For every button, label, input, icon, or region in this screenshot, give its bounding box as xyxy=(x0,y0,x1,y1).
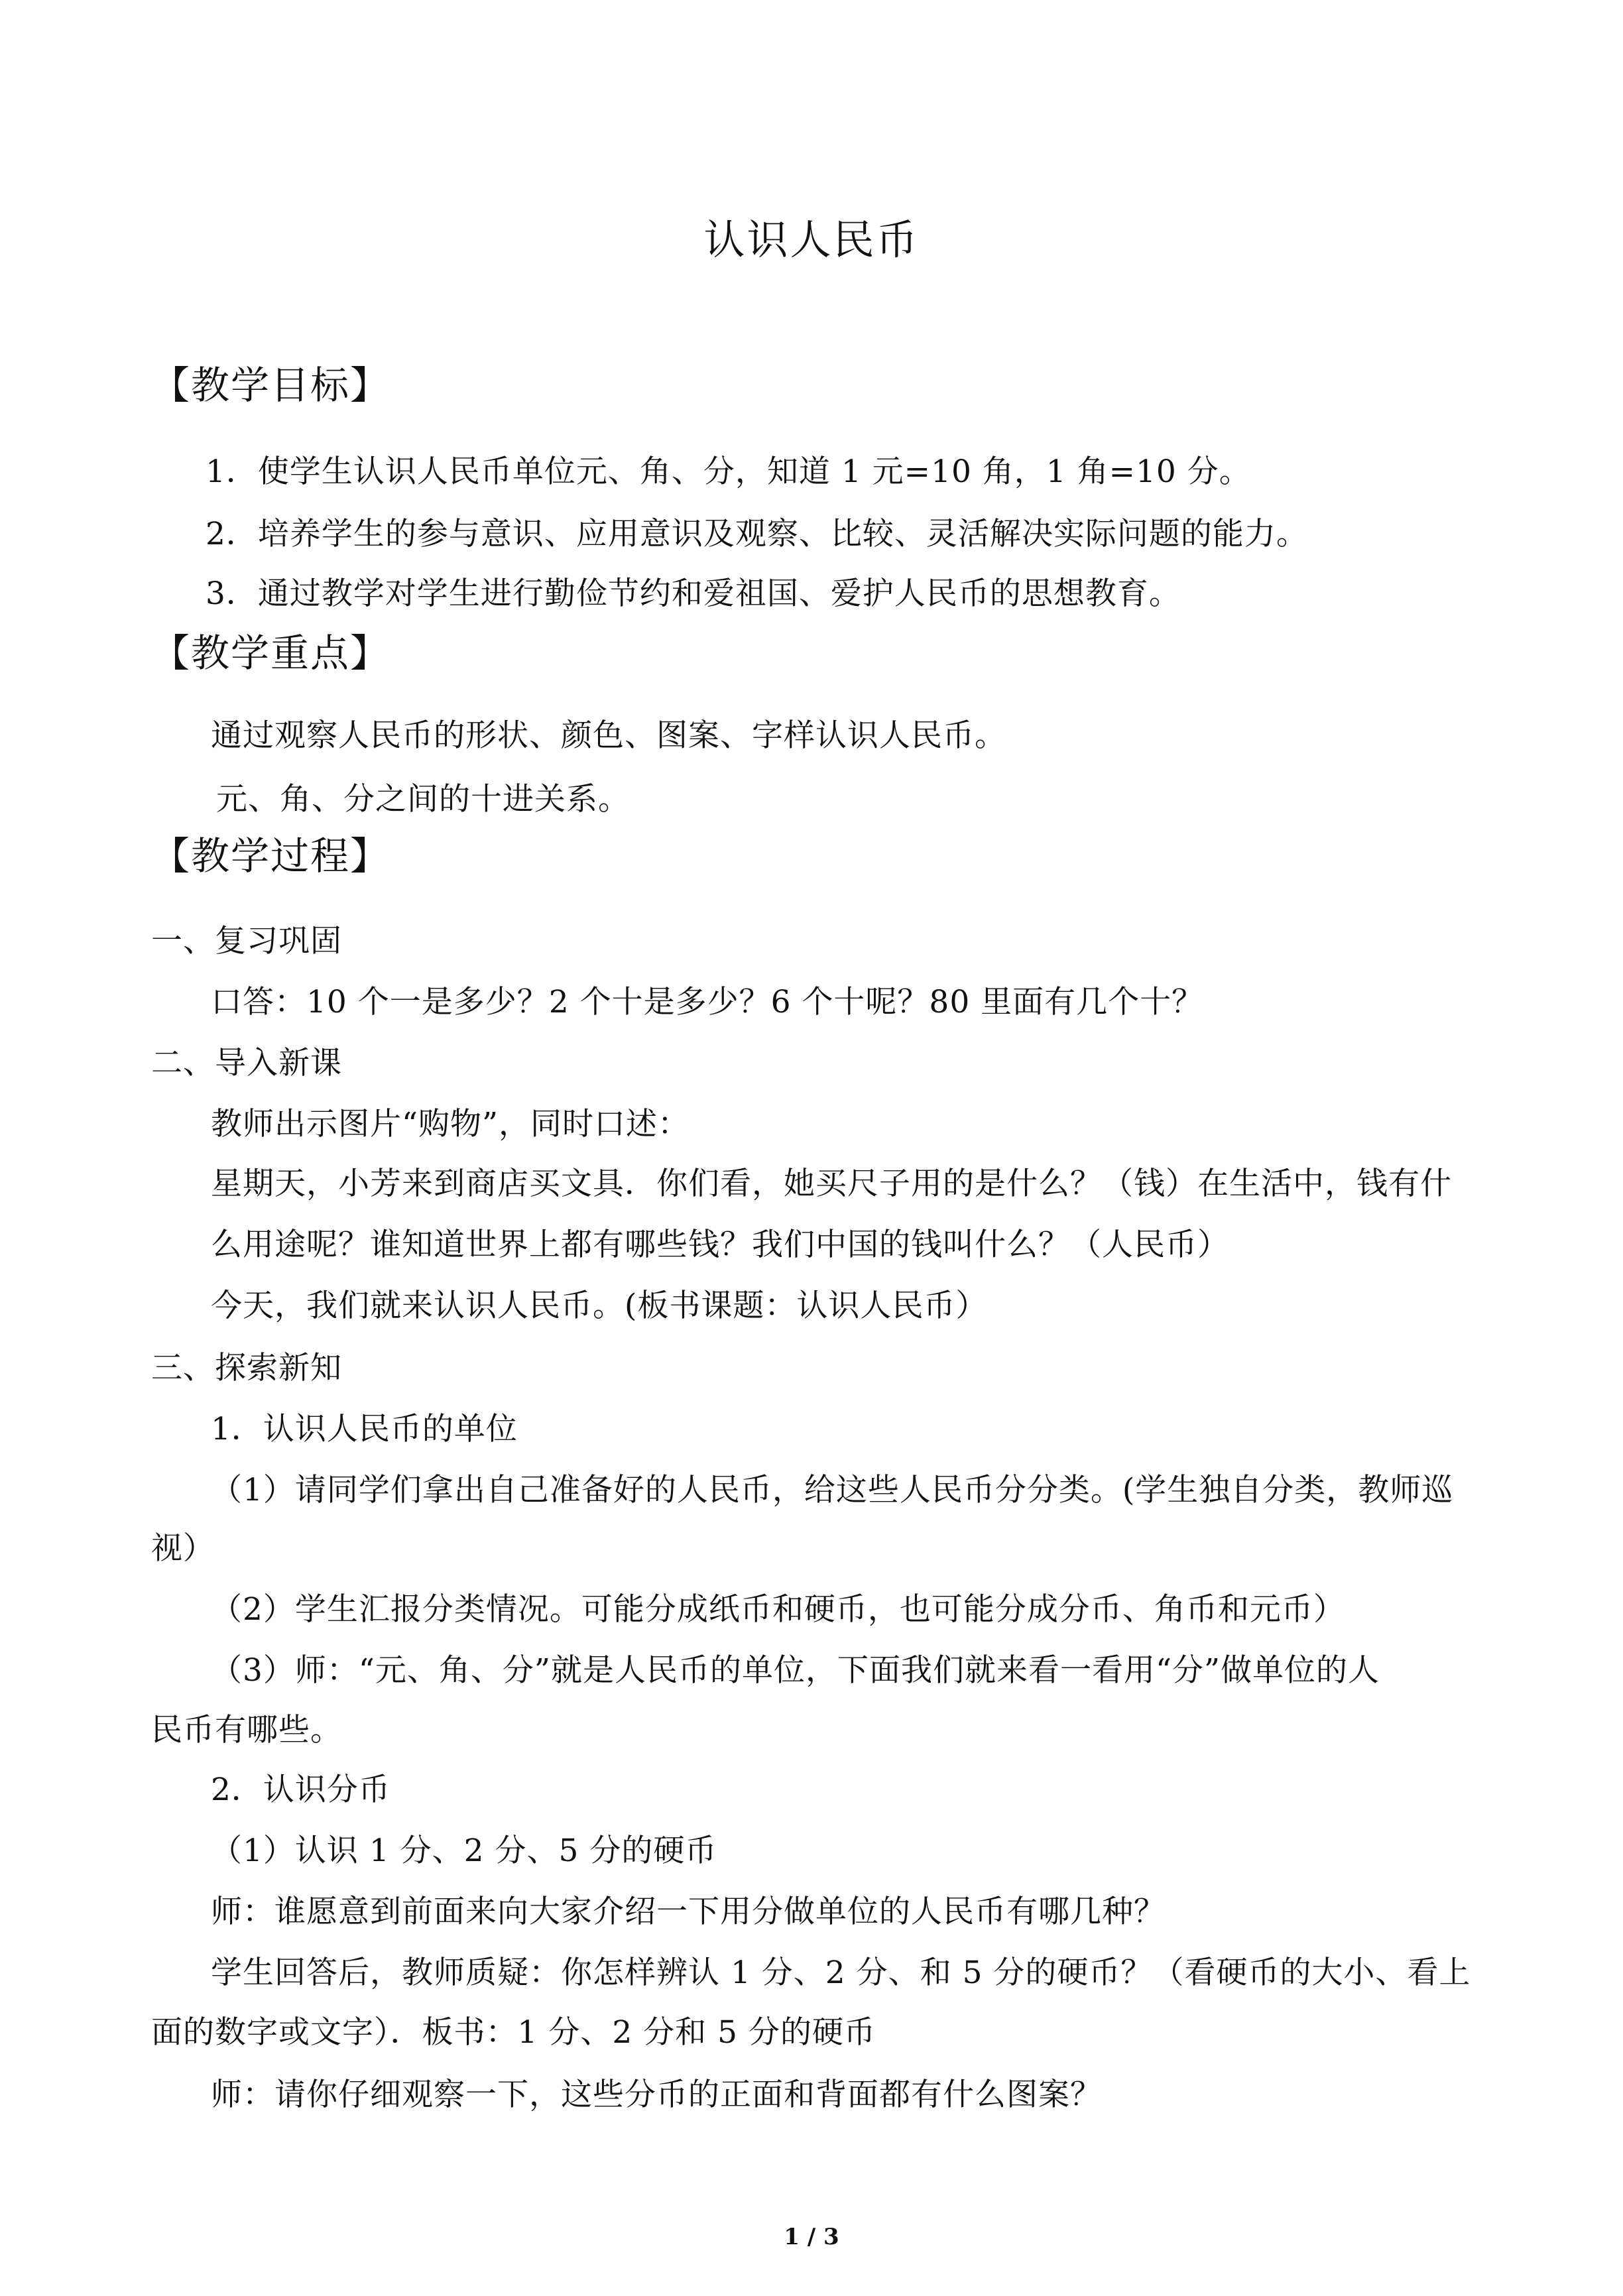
process-line-8: 三、探索新知 xyxy=(151,1350,342,1386)
process-line-9: 1．认识人民币的单位 xyxy=(211,1411,518,1447)
focus-item-2: 元、角、分之间的十进关系。 xyxy=(216,781,630,817)
process-line-17: 师：谁愿意到前面来向大家介绍一下用分做单位的人民币有哪几种？ xyxy=(211,1894,1166,1930)
process-line-4: 教师出示图片“购物”，同时口述： xyxy=(211,1106,690,1142)
process-line-11: 视） xyxy=(151,1530,215,1567)
section-heading-focus: 【教学重点】 xyxy=(151,631,391,676)
process-line-20: 师：请你仔细观察一下，这些分币的正面和背面都有什么图案？ xyxy=(211,2077,1102,2113)
process-line-2: 口答：10 个一是多少？2 个十是多少？6 个十呢？80 里面有几个十？ xyxy=(211,984,1204,1020)
goal-item-2: 2．培养学生的参与意识、应用意识及观察、比较、灵活解决实际问题的能力。 xyxy=(206,516,1308,552)
process-line-5: 星期天，小芳来到商店买文具．你们看，她买尺子用的是什么？（钱）在生活中，钱有什 xyxy=(211,1166,1452,1202)
section-heading-process: 【教学过程】 xyxy=(151,833,391,878)
goal-item-3: 3．通过教学对学生进行勤俭节约和爱祖国、爱护人民币的思想教育。 xyxy=(206,575,1181,612)
process-line-10: （1）请同学们拿出自己准备好的人民币，给这些人民币分分类。(学生独自分类，教师巡 xyxy=(211,1472,1454,1508)
process-line-3: 二、导入新课 xyxy=(151,1045,342,1081)
process-line-18: 学生回答后，教师质疑：你怎样辨认 1 分、2 分、和 5 分的硬币？（看硬币的大小、看上 xyxy=(211,1955,1471,1991)
page-number: 1 / 3 xyxy=(784,2224,839,2250)
process-line-7: 今天，我们就来认识人民币。(板书课题：认识人民币） xyxy=(211,1288,988,1324)
process-line-15: 2．认识分币 xyxy=(211,1772,391,1808)
process-line-16: （1）认识 1 分、2 分、5 分的硬币 xyxy=(211,1833,717,1869)
document-title: 认识人民币 xyxy=(703,215,920,264)
process-line-13: （3）师：“元、角、分”就是人民币的单位，下面我们就来看一看用“分”做单位的人 xyxy=(211,1652,1380,1689)
focus-item-1: 通过观察人民币的形状、颜色、图案、字样认识人民币。 xyxy=(211,717,1006,754)
section-heading-goals: 【教学目标】 xyxy=(151,363,391,408)
process-line-19: 面的数字或文字）．板书：1 分、2 分和 5 分的硬币 xyxy=(151,2014,876,2051)
process-line-14: 民币有哪些。 xyxy=(151,1712,342,1748)
process-line-6: 么用途呢？谁知道世界上都有哪些钱？我们中国的钱叫什么？（人民币） xyxy=(211,1227,1229,1263)
process-line-1: 一、复习巩固 xyxy=(151,923,342,959)
goal-item-1: 1．使学生认识人民币单位元、角、分，知道 1 元=10 角，1 角=10 分。 xyxy=(206,453,1251,490)
process-line-12: （2）学生汇报分类情况。可能分成纸币和硬币，也可能分成分币、角币和元币） xyxy=(211,1591,1345,1628)
